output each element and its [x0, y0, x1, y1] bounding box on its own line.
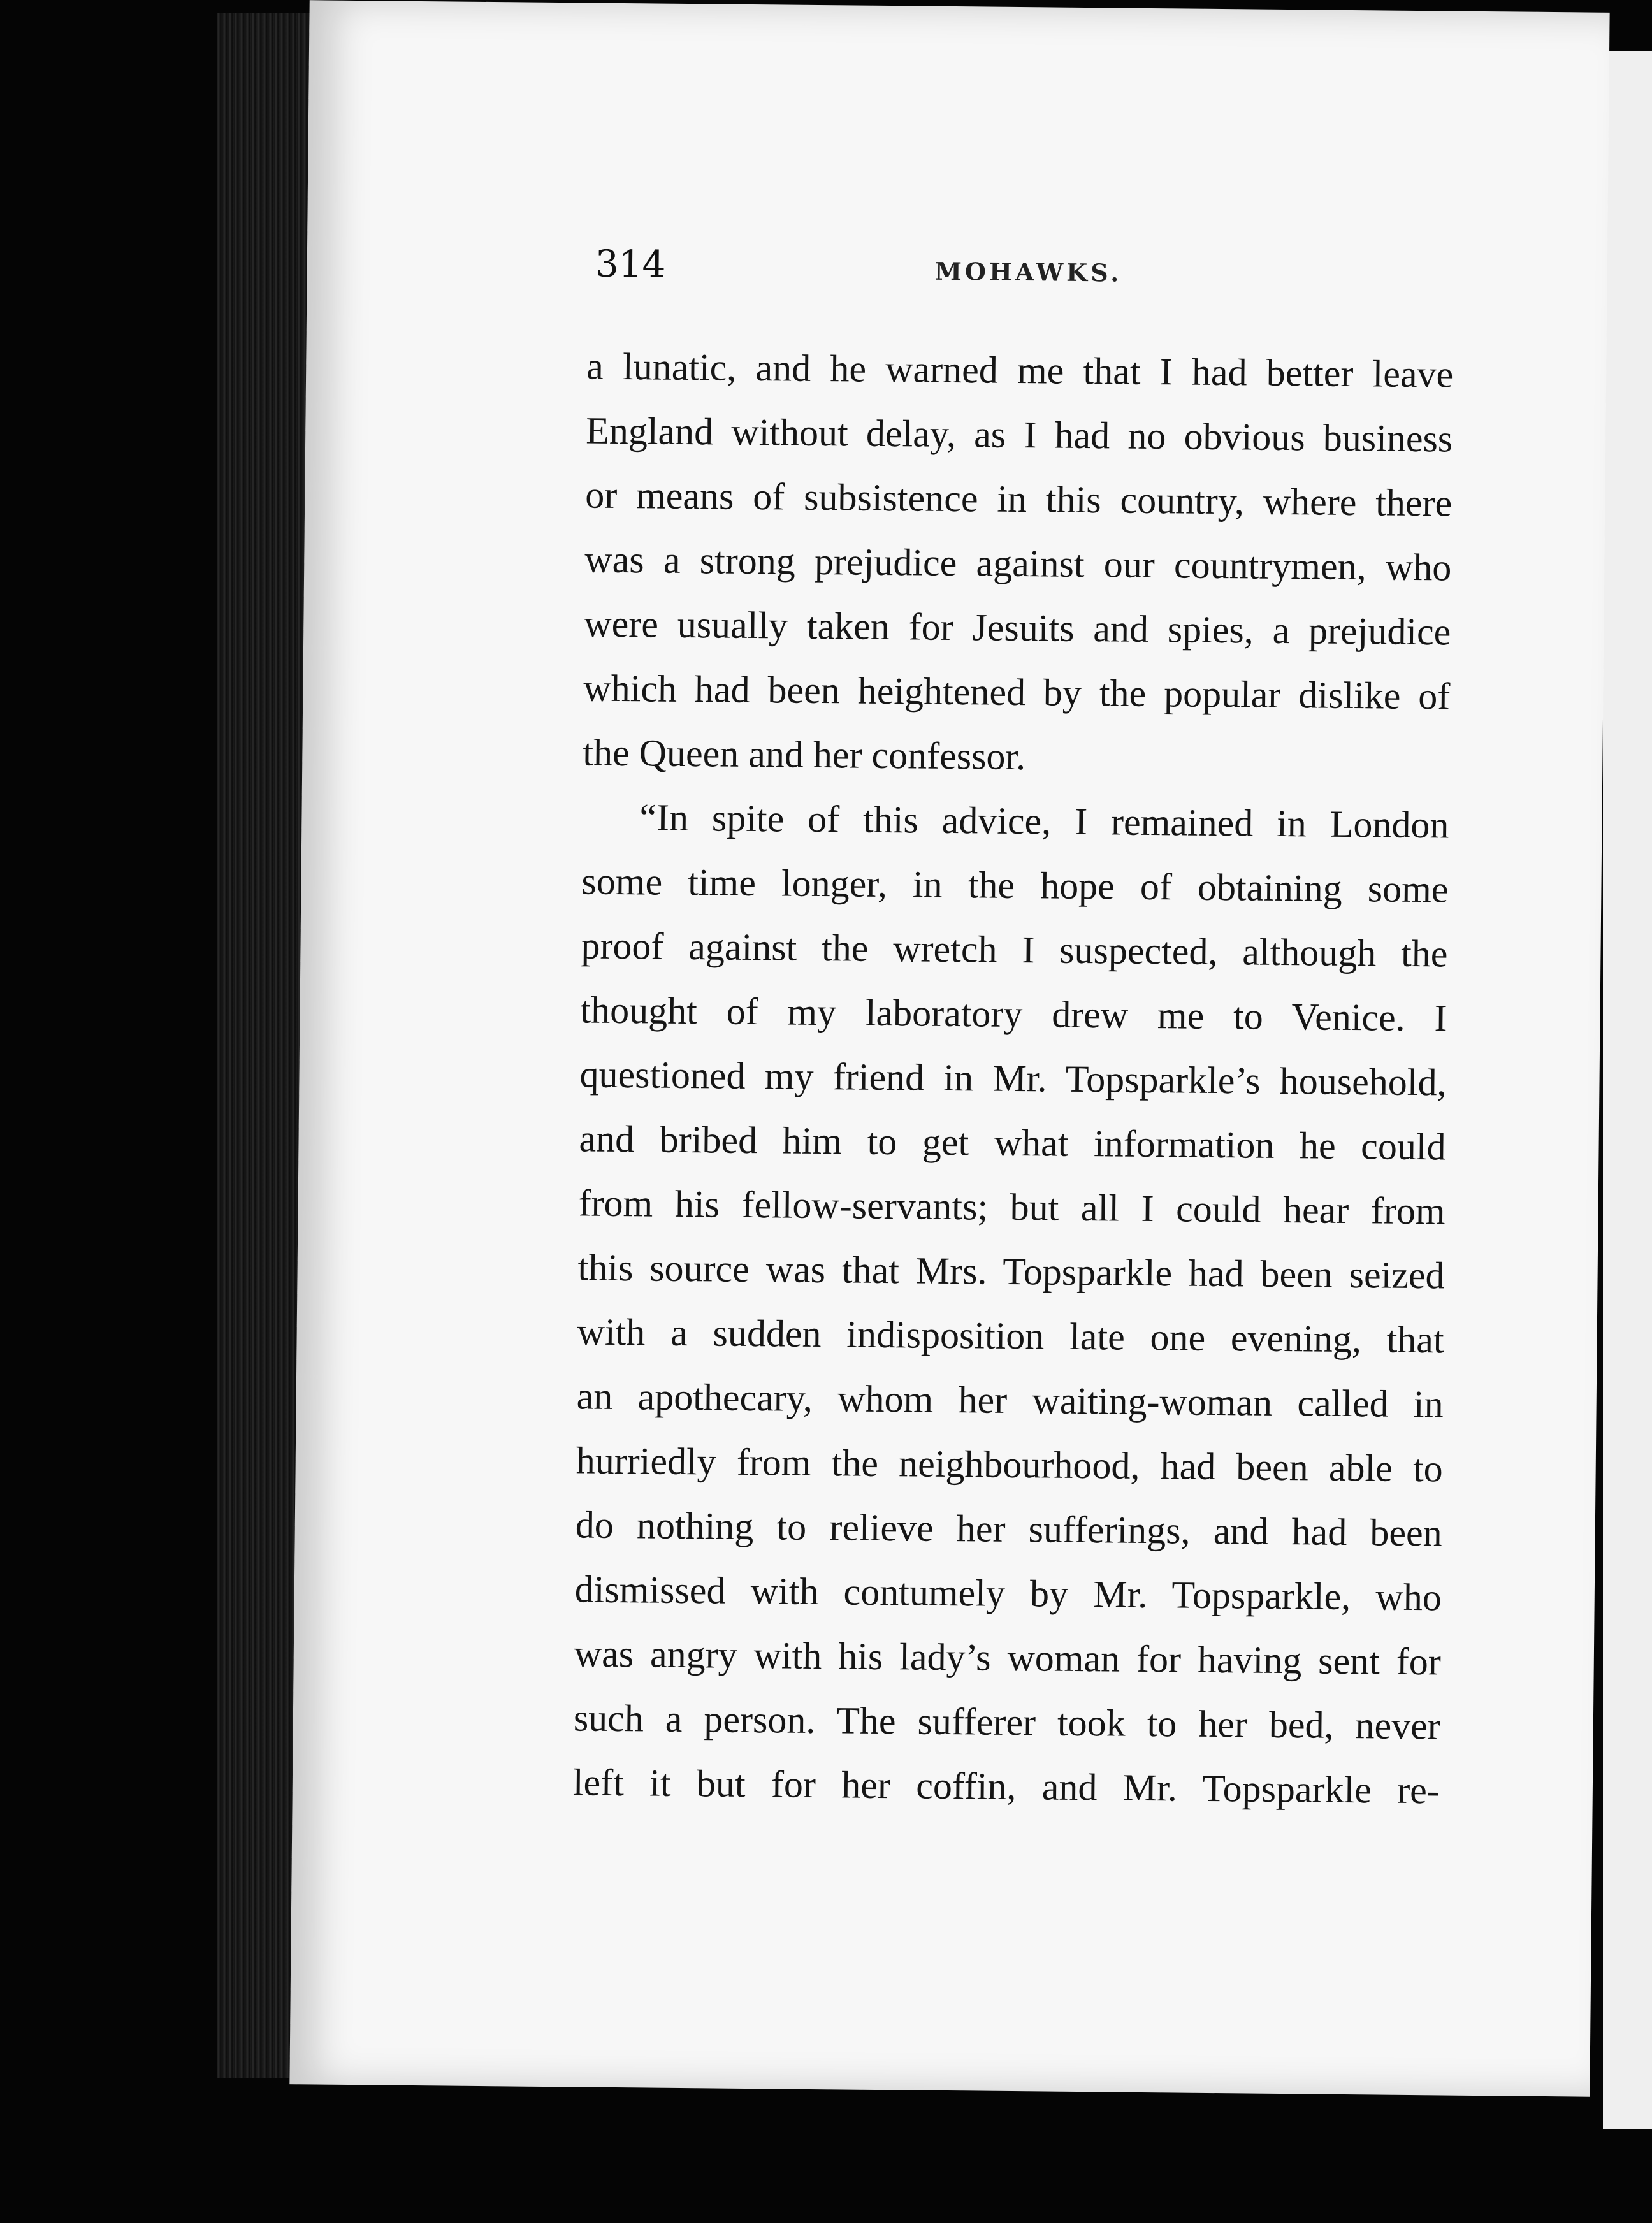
text-line: hurriedly from the neighbourhood, had been able to — [576, 1439, 1444, 1490]
text-line: the Queen and her confessor. — [583, 731, 1026, 778]
text-line: this source was that Mrs. Topsparkle had been seized — [577, 1246, 1445, 1297]
text-line: an apothecary, whom her waiting-woman called in — [576, 1375, 1444, 1426]
text-line: left it but for her coffin, and Mr. Topsparkle re- — [572, 1761, 1440, 1812]
body-text — [572, 334, 1453, 1823]
page-number: 314 — [595, 242, 666, 286]
text-line: England without delay, as I had no obvious business — [585, 409, 1453, 460]
text-line: from his fellow-servants; but all I could hear from — [578, 1182, 1446, 1233]
text-line: thought of my laboratory drew me to Venice. I — [580, 988, 1447, 1039]
text-line: was a strong prejudice against our countrymen, who — [584, 538, 1452, 589]
text-line: such a person. The sufferer took to her bed, never — [573, 1697, 1441, 1748]
paragraph-start-line: “In spite of this advice, I remained in London — [639, 796, 1449, 846]
text-line: a lunatic, and he warned me that I had better leave — [586, 345, 1454, 396]
text-line: were usually taken for Jesuits and spies, a prejudice — [584, 602, 1451, 653]
text-line: some time longer, in the hope of obtaining some — [581, 860, 1449, 911]
text-line: do nothing to relieve her sufferings, and had been — [575, 1503, 1443, 1554]
text-line: with a sudden indisposition late one evening, that — [577, 1310, 1444, 1361]
text-line: questioned my friend in Mr. Topsparkle’s household, — [579, 1053, 1447, 1104]
text-line: dismissed with contumely by Mr. Topsparkle, who — [574, 1568, 1442, 1619]
text-line: proof against the wretch I suspected, although the — [581, 924, 1448, 975]
text-line: which had been heightened by the popular dislike of — [583, 667, 1451, 718]
text-line: and bribed him to get what information he could — [579, 1117, 1446, 1168]
text-line: was angry with his lady’s woman for having sent for — [574, 1632, 1442, 1683]
page-header — [595, 242, 1462, 321]
running-head: MOHAWKS. — [934, 256, 1122, 287]
text-line: or means of subsistence in this country, where there — [584, 474, 1453, 525]
book-page — [289, 0, 1609, 2096]
next-page-edge — [1603, 51, 1652, 2129]
